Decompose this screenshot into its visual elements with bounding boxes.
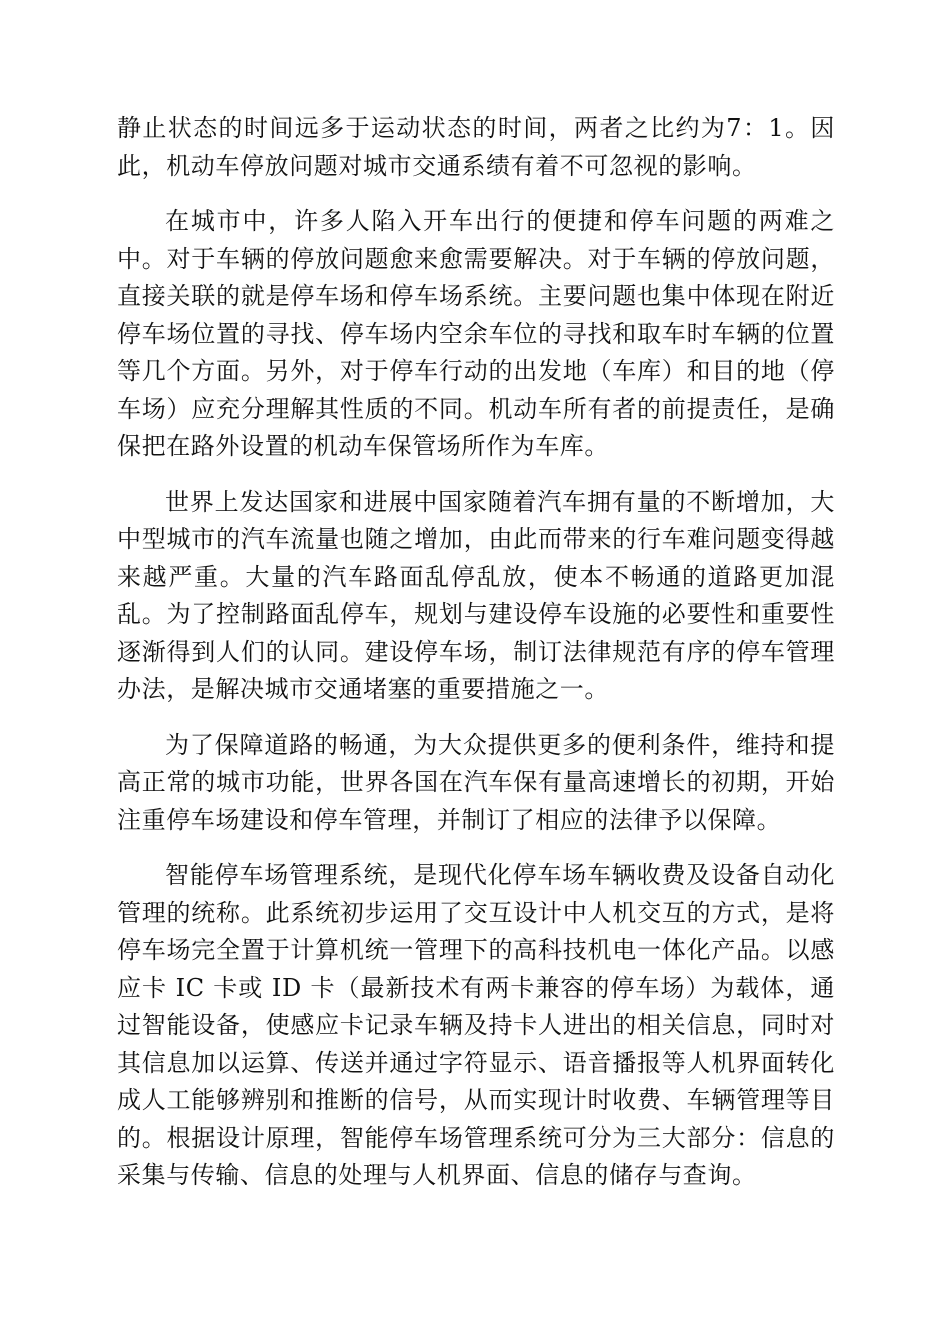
paragraph-3: 世界上发达国家和进展中国家随着汽车拥有量的不断增加，大中型城市的汽车流量也随之增加，由此而带来的行车难问题变得越来越严重。大量的汽车路面乱停乱放，使本不畅通的道路更加混乱。为了控制路面乱停车，规划与建设停车设施的必要性和重要性逐渐得到人们的认同。建设停车场，制订法律规范有序的停车管理办法，是解决城市交通堵塞的重要措施之一。 [117, 487, 835, 703]
paragraph-1: 静止状态的时间远多于运动状态的时间，两者之比约为7：1。因此，机动车停放问题对城市交通系绩有着不可忽视的影响。 [117, 114, 835, 180]
document-body [117, 110, 835, 1213]
paragraph-5: 智能停车场管理系统，是现代化停车场车辆收费及设备自动化管理的统称。此系统初步运用了交互设计中人机交互的方式，是将停车场完全置于计算机统一管理下的高科技机电一体化产品。以感应卡 IC 卡或 ID 卡（最新技术有两卡兼容的停车场）为载体，通过智能设备，使感应卡记录车辆及持卡人进出的相关信息，同时对其信息加以运算、传送并通过字符显示、语音播报等人机界面转化成人工能够辨别和推断的信号，从而实现计时收费、车辆管理等目的。根据设计原理，智能停车场管理系统可分为三大部分：信息的采集与传输、信息的处理与人机界面、信息的储存与查询。 [117, 861, 835, 1189]
paragraph-4: 为了保障道路的畅通，为大众提供更多的便利条件，维持和提高正常的城市功能，世界各国在汽车保有量高速增长的初期，开始注重停车场建设和停车管理，并制订了相应的法律予以保障。 [117, 730, 835, 834]
paragraph-2: 在城市中，许多人陷入开车出行的便捷和停车问题的两难之中。对于车辆的停放问题愈来愈需要解决。对于车辆的停放问题，直接关联的就是停车场和停车场系统。主要问题也集中体现在附近停车场位置的寻找、停车场内空余车位的寻找和取车时车辆的位置等几个方面。另外，对于停车行动的出发地（车库）和目的地（停车场）应充分理解其性质的不同。机动车所有者的前提责任，是确保把在路外设置的机动车保管场所作为车库。 [117, 207, 835, 460]
